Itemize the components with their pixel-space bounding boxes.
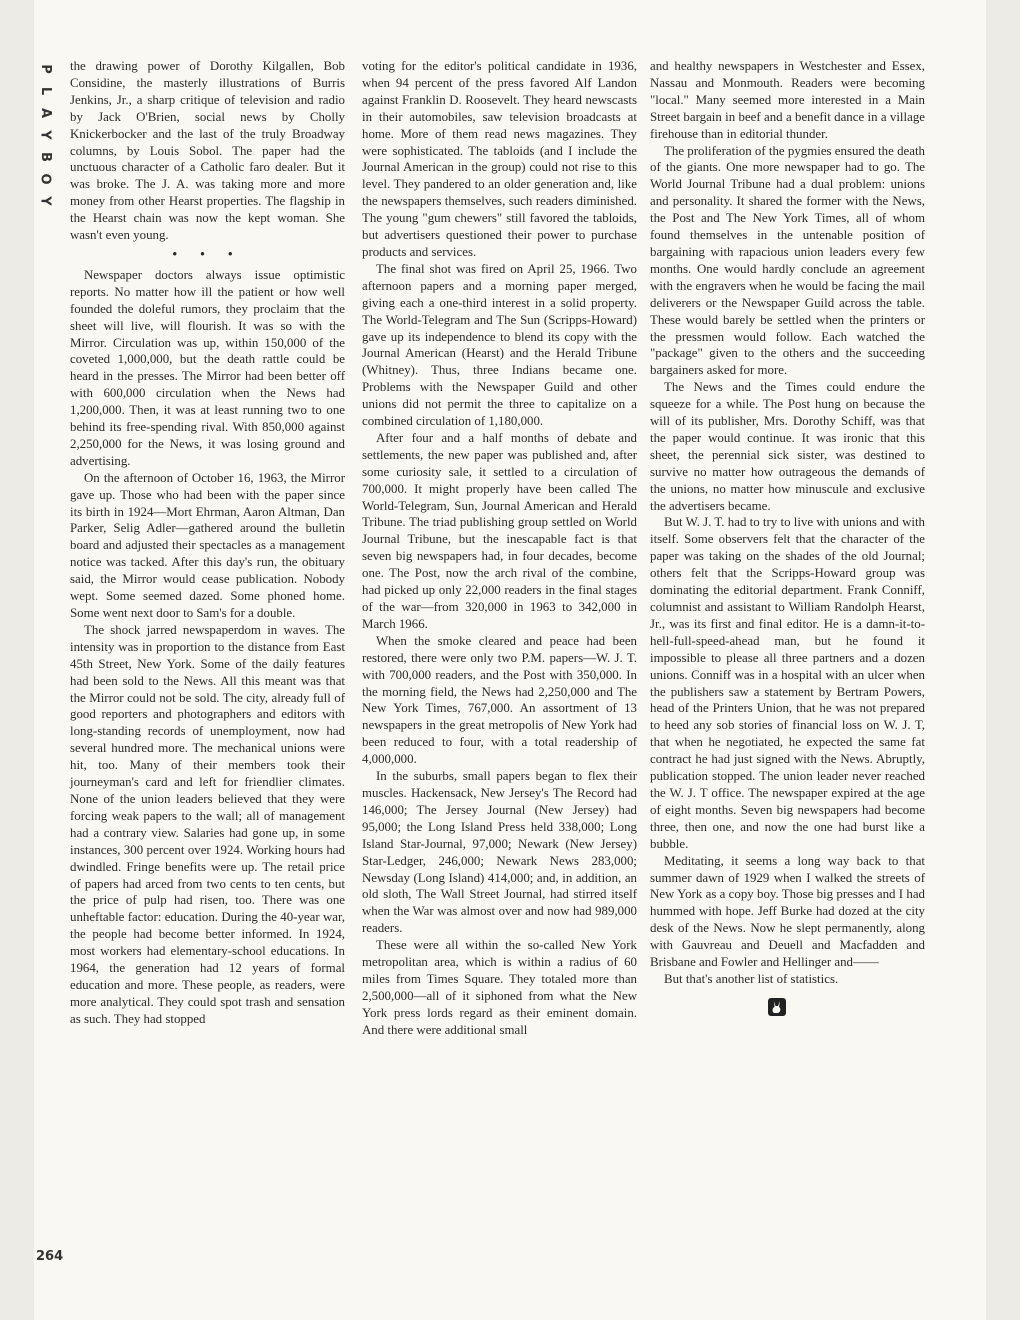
running-head-letter: P bbox=[38, 64, 53, 74]
body-paragraph: After four and a half months of debate and settlements, the new paper was published and, after some curiosity sale, it settled to a circulation of 700,000. It might properly have been called The World-Telegram, Sun, Journal American and Herald Tribune. The triad publishing group settled on World Journal Tribune, but the inescapable fact is that seven big newspapers had, in four decades, become one. The Post, now the arch rival of the combine, had picked up only 22,000 readers in the final stages of the war—from 320,000 in 1963 to 342,000 in March 1966. bbox=[362, 430, 637, 631]
section-break: • • • bbox=[172, 246, 243, 261]
running-head bbox=[34, 58, 56, 212]
running-head-letter: Y bbox=[37, 130, 53, 140]
body-paragraph: the drawing power of Dorothy Kilgallen, Bob Considine, the masterly illustrations of Burris Jenkins, Jr., a sharp critique of television and radio by Jack O'Brien, social news by Cholly Knickerbocker and the last of the truly Broadway columns, by Louis Sobol. The paper had the unctuous character of a Catholic faro dealer. But it was broke. The J. A. was taking more and more money from other Hearst properties. The flagship in the Hearst chain was now the kept woman. She wasn't even young. bbox=[70, 59, 345, 243]
body-paragraph: The shock jarred newspaperdom in waves. The intensity was in proportion to the distance from East 45th Street, New York. Some of the daily features had been sold to the News. All this meant was that the Mirror could not be sold. The city, already full of good reporters and photographers and editors with long-standing records of unemployment, now had several hundred more. The mechanical unions were hit, too. Many of their members took their journeyman's card and left for friendlier climates. None of the union leaders believed that they were forcing weak papers to the wall; all of management had a contrary view. Salaries had gone up, in some instances, 300 percent over 1924. Working hours had dwindled. Fringe benefits were up. The retail price of papers had arced from two cents to ten cents, but the price of pulp had risen, too. There was one unheftable factor: education. During the 40-year war, the people had become better informed. In 1924, most workers had elementary-school educations. In 1964, the generation had 12 years of formal education and more. These people, as readers, were more analytical. They could spot trash and sensation as such. They had stopped bbox=[70, 622, 345, 1026]
body-paragraph: The final shot was fired on April 25, 1966. Two afternoon papers and a morning paper merged, giving each a one-third interest in a solid property. The World-Telegram and The Sun (Scripps-Howard) gave up its independence to blend its copy with the Journal American (Hearst) and the Herald Tribune (Whitney). Thus, three Indians became one. Problems with the Newspaper Guild and other unions did not permit the three to capitalize on a combined circulation of 1,180,000. bbox=[362, 261, 637, 429]
magazine-page bbox=[34, 0, 986, 1320]
body-paragraph: and healthy newspapers in Westchester and Essex, Nassau and Monmouth. Readers were becoming "local." Many seemed more interested in a Main Street bargain in beef and a benefit dance in a village firehouse than in editorial thunder. bbox=[650, 59, 925, 141]
page-number: 264 bbox=[36, 1249, 64, 1264]
body-paragraph: When the smoke cleared and peace had been restored, there were only two P.M. papers—W. J. T. with 700,000 readers, and the Post with 350,000. In the morning field, the News had 2,250,000 and The New York Times, 767,000. An assortment of 13 newspapers in the great metropolis of New York had been reduced to four, with a total readership of 4,000,000. bbox=[362, 633, 637, 767]
running-head-letter: A bbox=[38, 107, 53, 119]
text-column-3 bbox=[650, 58, 925, 1016]
body-paragraph: Meditating, it seems a long way back to that summer dawn of 1929 when I walked the streets of New York as a copy boy. Those big presses and I had hummed with hope. Jeff Burke had dozed at the city desk of the News. Now he slept permanently, along with Gauvreau and Deuell and Macfadden and Brisbane and Fowler and Hellinger and—— bbox=[650, 853, 925, 970]
text-column-1 bbox=[70, 58, 345, 1028]
body-paragraph: But W. J. T. had to try to live with unions and with itself. Some observers felt that the character of the paper was taking on the shades of the old Journal; others felt that the Scripps-Howard group was dominating the editorial department. Frank Conniff, columnist and assistant to William Randolph Hearst, Jr., was its first and final editor. He is a damn-it-to-hell-full-speed-ahead man, but he found it impossible to please all three partners and a dozen unions. Conniff was in a hospital with an ulcer when the publishers saw a statement by Bertram Powers, head of the Printers Union, that he was not prepared to heed any sob stories of financial loss on W. J. T, that when he negotiated, he expected the same fat contract he had just signed with the News. Abruptly, publication stopped. The union leader never reached the W. J. T office. The newspaper expired at the age of eight months. Seven big newspapers had become three, then one, and now the one had burst like a bubble. bbox=[650, 515, 925, 851]
body-paragraph: The News and the Times could endure the squeeze for a while. The Post hung on because the will of its publisher, Mrs. Dorothy Schiff, was that the paper would continue. It was ironic that this sheet, the perennial sick sister, was destined to survive no matter how outrageous the demands of the unions, no matter how minuscule and exclusive the advertisers became. bbox=[650, 380, 925, 513]
running-head-letter: B bbox=[37, 152, 53, 162]
body-paragraph: voting for the editor's political candidate in 1936, when 94 percent of the press favored Alf Landon against Franklin D. Roosevelt. They heard newscasts in their automobiles, saw television broadcasts at home. More of them read news magazines. They were sophisticated. The tabloids (and I include the Journal American in the group) could not rise to this level. They pandered to an older generation and, like the newspapers themselves, such readers diminished. The young "gum chewers" still favored the tabloids, but advertisers questioned their power to purchase products and services. bbox=[362, 59, 637, 259]
running-head-letter: L bbox=[37, 86, 53, 96]
body-paragraph: On the afternoon of October 16, 1963, the Mirror gave up. Those who had been with the paper since its birth in 1924—Mort Ehrman, Aaron Altman, Dan Parker, Selig Adler—gathered around the bulletin board and adjusted their spectacles as a management notice was tacked. After this day's run, the obituary said, the Mirror would cease publication. Nobody wept. Some seemed dazed. Some phoned home. Some went next door to Sam's for a double. bbox=[70, 470, 345, 620]
running-head-letter: Y bbox=[37, 196, 53, 206]
body-paragraph: Newspaper doctors always issue optimistic reports. No matter how ill the patient or how well founded the doleful rumors, they proclaim that the sheet will live, will flourish. It was so with the Mirror. Circulation was up, within 150,000 of the coveted 1,000,000, but the death rattle could be heard in the presses. The Mirror had been better off with 600,000 circulation when the News had 1,200,000. Then, it was at least running two to one behind its free-spending rival. With 850,000 against 2,250,000 for the News, it was losing ground and advertising. bbox=[70, 267, 345, 468]
body-paragraph: But that's another list of statistics. bbox=[664, 971, 839, 986]
body-paragraph: In the suburbs, small papers began to flex their muscles. Hackensack, New Jersey's The Record had 146,000; The Jersey Journal (New Jersey) had 95,000; the Long Island Press held 338,000; Long Island Star-Journal, 97,000; Newark (New Jersey) Star-Ledger, 246,000; Newark News 283,000; Newsday (Long Island) 414,000; and, in addition, an old sloth, The Wall Street Journal, had stirred itself when the War was almost over and now had 989,000 readers. bbox=[362, 769, 637, 936]
text-column-2 bbox=[362, 58, 637, 1039]
body-paragraph: These were all within the so-called New York metropolitan area, which is within a radius of 60 miles from Times Square. They totaled more than 2,500,000—all of it siphoned from what the New York press lords regard as their eminent domain. And there were additional small bbox=[362, 938, 637, 1037]
running-head-letter: O bbox=[38, 173, 53, 185]
body-paragraph: The proliferation of the pygmies ensured the death of the giants. One more newspaper had to go. The World Journal Tribune had a dual problem: unions and personality. It shared the former with the News, the Post and The New York Times, all of whom found themselves in the untenable position of bargaining with rapacious union leaders every few months. One would hardly conclude an agreement with the engravers when he would be facing the mail deliverers or the Newspaper Guild across the table. These would barely be settled when the printers or the pressmen would follow. Each watched the "package" given to the others and the succeeding bargainers asked for more. bbox=[650, 143, 925, 378]
rabbit-end-mark-icon bbox=[768, 998, 786, 1016]
